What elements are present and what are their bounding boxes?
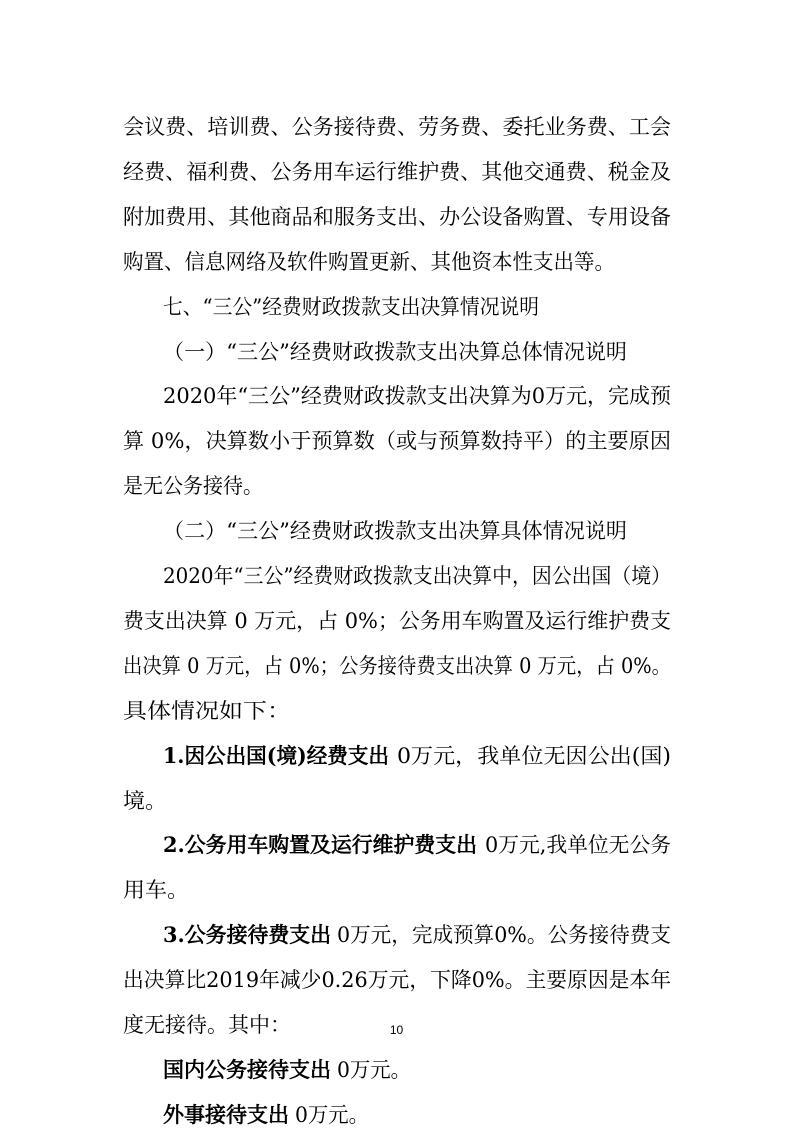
line-text: 具体情况如下： <box>123 698 291 723</box>
item-label: 1.因公出国(境)经费支出 <box>163 742 389 768</box>
paragraph-line-12 <box>0 607 793 635</box>
paragraph-line-13 <box>0 652 793 680</box>
line-text: 是无公务接待。 <box>123 474 263 499</box>
item-travel-abroad-continuation <box>0 787 793 815</box>
paragraph-line-2 <box>0 158 793 186</box>
line-text: 2020年“三公”经费财政拨款支出决算为0万元，完成预 <box>163 384 671 409</box>
item-label: 外事接待支出 <box>163 1101 289 1127</box>
heading-text: （一）“三公”经费财政拨款支出决算总体情况说明 <box>163 339 627 364</box>
item-text: 出决算比2019年减少0.26万元，下降0%。主要原因是本年 <box>123 968 671 993</box>
item-text: 度无接待。其中： <box>123 1013 291 1037</box>
page-number: 10 <box>389 1023 404 1037</box>
item-text: 0万元，完成预算0%。公务接待费支 <box>337 923 671 948</box>
domestic-reception <box>0 1056 793 1084</box>
item-text: 0万元，我单位无因公出(国) <box>397 743 671 768</box>
subheading-one <box>0 338 793 366</box>
paragraph-line-14 <box>0 697 793 725</box>
section-heading-seven <box>0 293 793 321</box>
line-text: 出决算 0 万元，占 0%；公务接待费支出决算 0 万元，占 0%。 <box>123 653 671 678</box>
item-label: 国内公务接待支出 <box>163 1056 331 1082</box>
item-text: 用车。 <box>123 878 189 903</box>
paragraph-line-9 <box>0 472 793 500</box>
line-text: 经费、福利费、公务用车运行维护费、其他交通费、税金及 <box>123 159 672 184</box>
item-text: 境。 <box>123 788 167 813</box>
item-text: 0万元,我单位无公务 <box>485 833 671 858</box>
item-text: 0万元。 <box>295 1102 369 1127</box>
line-text: 会议费、培训费、公务接待费、劳务费、委托业务费、工会 <box>123 115 672 139</box>
paragraph-line-1 <box>0 113 793 141</box>
heading-text: 七、“三公”经费财政拨款支出决算情况说明 <box>163 294 539 319</box>
paragraph-line-11 <box>0 562 793 590</box>
paragraph-line-7 <box>0 382 793 410</box>
line-text: 购置、信息网络及软件购置更新、其他资本性支出等。 <box>123 249 615 274</box>
item-reception-line-2 <box>0 966 793 994</box>
paragraph-line-8 <box>0 427 793 455</box>
paragraph-line-3 <box>0 203 793 231</box>
heading-text: （二）“三公”经费财政拨款支出决算具体情况说明 <box>163 519 627 544</box>
item-label: 3.公务接待费支出 <box>163 922 331 948</box>
item-text: 0万元。 <box>337 1057 411 1082</box>
line-text: 费支出决算 0 万元，占 0%；公务用车购置及运行维护费支 <box>123 608 671 633</box>
item-reception <box>0 921 793 949</box>
line-text: 附加费用、其他商品和服务支出、办公设备购置、专用设备 <box>123 204 672 229</box>
paragraph-line-4 <box>0 248 793 276</box>
line-text: 2020年“三公”经费财政拨款支出决算中，因公出国（境） <box>163 564 671 588</box>
item-label: 2.公务用车购置及运行维护费支出 <box>163 832 477 858</box>
item-vehicle-continuation <box>0 876 793 904</box>
item-travel-abroad <box>0 742 793 770</box>
subheading-two <box>0 517 793 545</box>
line-text: 算 0%，决算数小于预算数（或与预算数持平）的主要原因 <box>123 429 671 454</box>
item-vehicle <box>0 831 793 859</box>
foreign-reception <box>0 1101 793 1129</box>
